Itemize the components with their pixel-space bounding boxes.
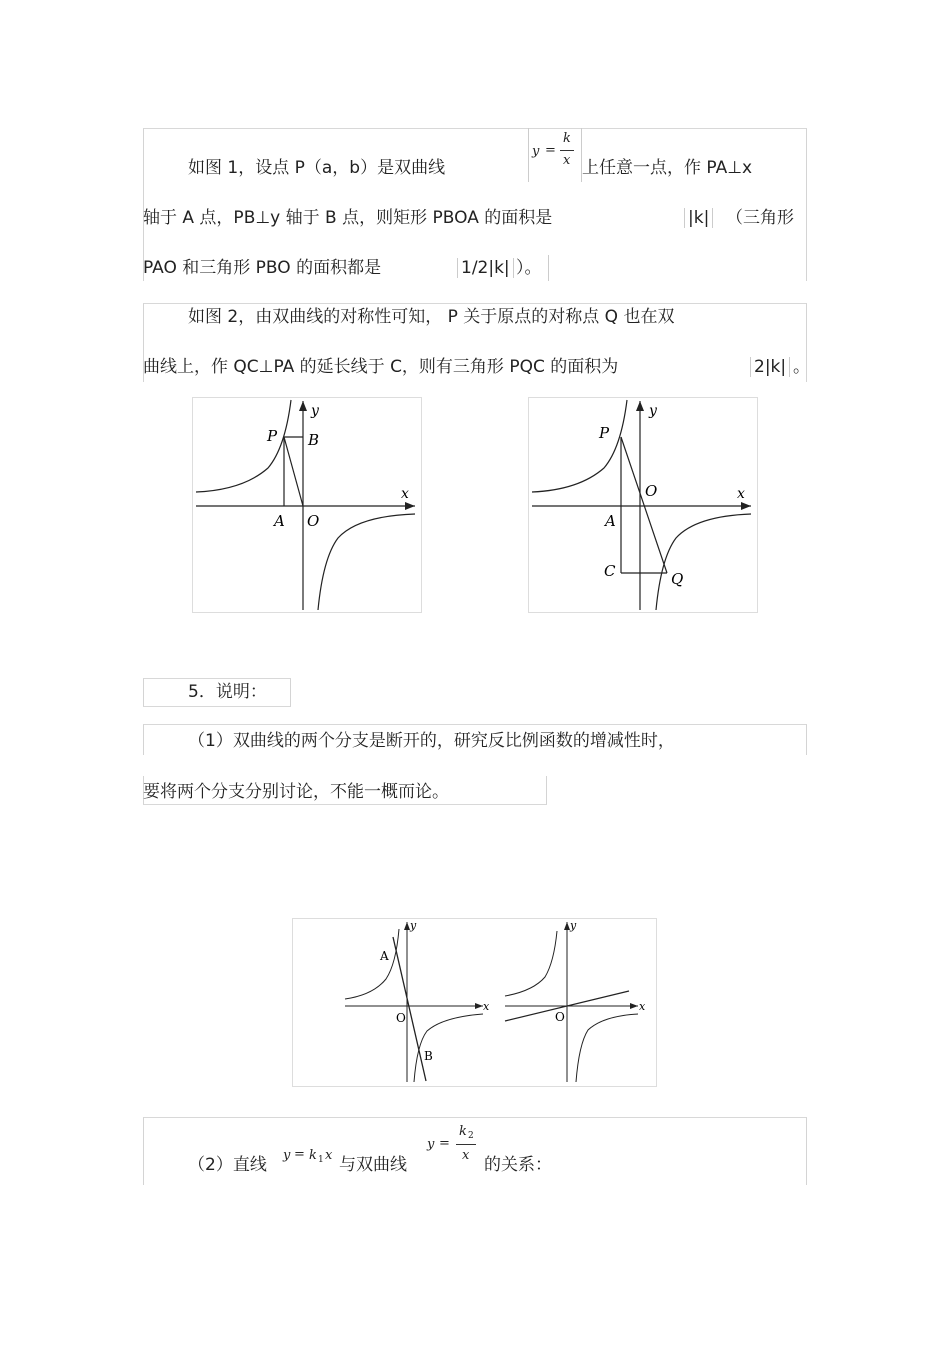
formula-fraction-bar	[560, 150, 574, 151]
figure-1	[192, 397, 422, 613]
f1-x: x	[325, 1148, 333, 1163]
f2-eq: =	[439, 1136, 450, 1151]
para2-line1-text: 如图 2，由双曲线的对称性可知， P 关于原点的对称点 Q 也在双	[188, 307, 675, 327]
figure-3-4	[292, 918, 657, 1087]
para1-line2-post: （三角形	[726, 208, 794, 228]
answer-box-k: |k|	[684, 208, 713, 228]
formula-den: x	[563, 153, 571, 168]
figure-4-graph	[293, 919, 656, 1086]
answer-box-half-k: 1/2|k|	[457, 258, 514, 278]
figure-1-graph	[193, 398, 421, 612]
para1-line1-text: 如图 1，设点 P（a，b）是双曲线	[188, 158, 446, 178]
item2-mid: 与双曲线	[339, 1155, 407, 1175]
f2-numsub: 2	[468, 1131, 474, 1141]
fig1-label-O: O	[307, 512, 320, 530]
para1-line1-post: 上任意一点，作 PA⊥x	[582, 158, 753, 178]
fig2-label-y: y	[649, 403, 657, 419]
para2-line2-text: 曲线上，作 QC⊥PA 的延长线于 C，则有三角形 PQC 的面积为	[143, 357, 619, 377]
fig2-label-x: x	[737, 486, 745, 502]
para2-line2-post: 。	[793, 357, 810, 377]
f2-y: y	[427, 1137, 435, 1152]
f2-fraction-bar	[456, 1144, 476, 1145]
f1-y: y	[283, 1148, 291, 1163]
fig4-label-x: x	[639, 1000, 646, 1013]
para1-line3-text: PAO 和三角形 PBO 的面积都是	[143, 258, 382, 278]
section5-title: 5．说明：	[188, 682, 267, 702]
answer-box-2k: 2|k|	[750, 357, 790, 377]
fig2-label-P: P	[599, 424, 610, 442]
f2-num: k	[459, 1124, 467, 1139]
formula-y: y	[532, 144, 540, 159]
fig3-label-y: y	[410, 919, 417, 932]
para1-end-mark	[548, 255, 549, 281]
formula-y-k-over-x	[528, 128, 582, 182]
formula-eq: =	[545, 143, 556, 158]
fig1-label-B: B	[308, 431, 320, 449]
fig3-label-O: O	[396, 1011, 406, 1025]
f1-sub: 1	[318, 1155, 324, 1165]
f2-den: x	[462, 1148, 470, 1163]
fig2-label-A: A	[605, 512, 616, 530]
fig1-label-x: x	[401, 486, 409, 502]
f1-eq: =	[294, 1147, 305, 1162]
fig1-label-y: y	[311, 403, 319, 419]
item2-pre: （2）直线	[188, 1155, 267, 1175]
fig3-label-A: A	[380, 949, 389, 963]
fig2-label-C: C	[604, 562, 616, 580]
item2-post: 的关系：	[484, 1155, 552, 1175]
item1-line2: 要将两个分支分别讨论，不能一概而论。	[143, 782, 449, 802]
fig2-label-Q: Q	[671, 570, 684, 588]
formula-num: k	[563, 131, 571, 146]
figure-2-graph	[529, 398, 757, 612]
fig1-label-P: P	[267, 427, 278, 445]
para1-line3-post: ）。	[516, 258, 542, 278]
fig3-label-x: x	[483, 1000, 490, 1013]
para1-line2-text: 轴于 A 点，PB⊥y 轴于 B 点，则矩形 PBOA 的面积是	[143, 208, 553, 228]
formula-y-k1-x	[283, 1146, 341, 1170]
figure-2	[528, 397, 758, 613]
formula-y-k2-over-x	[427, 1124, 483, 1176]
f1-k: k	[309, 1148, 317, 1163]
fig4-label-O: O	[555, 1010, 565, 1024]
fig2-label-O: O	[645, 482, 658, 500]
fig3-label-B: B	[424, 1049, 433, 1063]
fig4-label-y: y	[570, 919, 577, 932]
fig1-label-A: A	[274, 512, 285, 530]
item1-line1: （1）双曲线的两个分支是断开的，研究反比例函数的增减性时，	[188, 731, 675, 751]
